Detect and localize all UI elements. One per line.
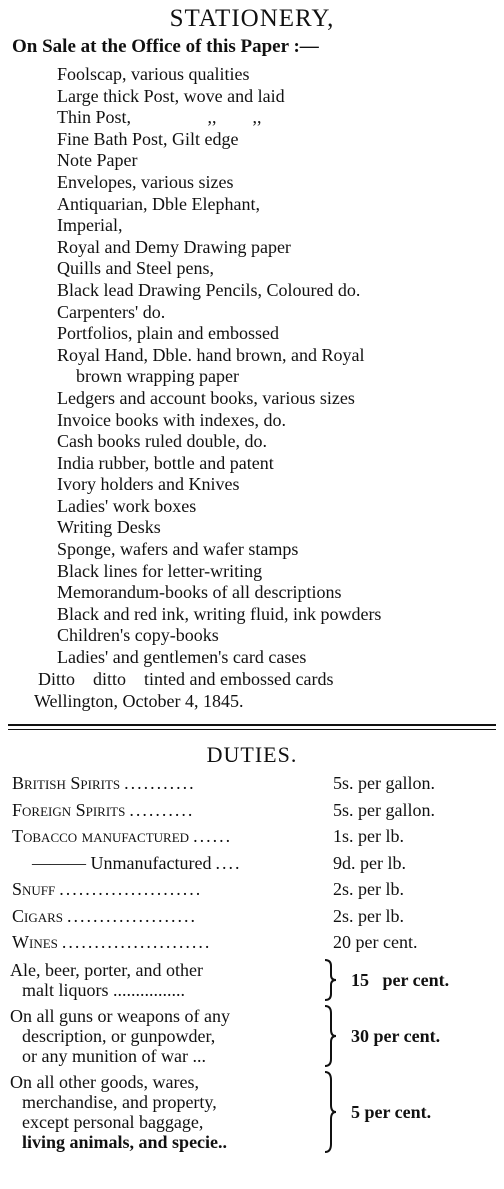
duty-rate: 2s. per lb. bbox=[333, 905, 404, 926]
list-item: Quills and Steel pens, bbox=[57, 258, 214, 279]
list-item: Thin Post, ,, ,, bbox=[57, 107, 262, 128]
list-item-continuation: brown wrapping paper bbox=[76, 366, 239, 387]
list-item: Royal Hand, Dble. hand brown, and Royal bbox=[57, 344, 365, 365]
duty-group bbox=[0, 1004, 504, 1068]
leader-dots: ....................... bbox=[61, 932, 212, 953]
list-item: Fine Bath Post, Gilt edge bbox=[57, 128, 239, 149]
duty-name: Cigars bbox=[12, 905, 64, 926]
list-item: Ladies' work boxes bbox=[57, 495, 197, 516]
section-divider bbox=[0, 712, 504, 730]
double-rule bbox=[8, 724, 496, 730]
leader-dots: ........... bbox=[124, 773, 196, 794]
duty-group-line: malt liquors ................ bbox=[22, 979, 185, 1000]
duty-group-line: merchandise, and property, bbox=[22, 1091, 217, 1112]
duty-group-rate: 30 per cent. bbox=[351, 1025, 441, 1046]
list-item: Memorandum-books of all descriptions bbox=[57, 582, 342, 603]
duty-row bbox=[0, 929, 504, 956]
duty-rate: 1s. per lb. bbox=[333, 826, 404, 847]
list-item: Large thick Post, wove and laid bbox=[57, 85, 285, 106]
duty-group-rate: 5 per cent. bbox=[351, 1101, 432, 1122]
duty-name: Snuff bbox=[12, 879, 56, 900]
list-item: Carpenters' do. bbox=[57, 301, 166, 322]
duty-rate: 20 per cent. bbox=[333, 932, 418, 953]
duty-group-text bbox=[10, 960, 323, 1000]
duty-row bbox=[0, 823, 504, 850]
list-item: Portfolios, plain and embossed bbox=[57, 323, 279, 344]
stationery-list bbox=[0, 64, 504, 690]
duty-row bbox=[0, 876, 504, 903]
duty-group-text bbox=[10, 1072, 323, 1152]
duties-table bbox=[0, 770, 504, 1154]
leader-dots: ...... bbox=[193, 826, 233, 847]
list-item: Foolscap, various qualities bbox=[57, 64, 250, 84]
duty-row bbox=[0, 797, 504, 824]
duties-title: DUTIES. bbox=[206, 742, 298, 768]
leader-dots: ...................... bbox=[59, 879, 203, 900]
duty-name: ——— Unmanufactured bbox=[32, 852, 212, 873]
list-item: Sponge, wafers and wafer stamps bbox=[57, 539, 299, 560]
duty-row bbox=[0, 850, 504, 877]
list-item: Ledgers and account books, various sizes bbox=[57, 387, 355, 408]
duty-rate: 2s. per lb. bbox=[333, 879, 404, 900]
leader-dots: .......... bbox=[129, 799, 195, 820]
duty-group-line: living animals, and specie.. bbox=[22, 1131, 228, 1152]
leader-dots: .... bbox=[215, 852, 242, 873]
list-item: Imperial, bbox=[57, 215, 123, 236]
duty-group-rate: 15 per cent. bbox=[351, 969, 450, 990]
dateline: Wellington, October 4, 1845. bbox=[34, 691, 244, 712]
leader-dots: .................... bbox=[67, 905, 198, 926]
list-item: Royal and Demy Drawing paper bbox=[57, 236, 291, 257]
brace-icon bbox=[323, 1070, 337, 1154]
duty-name: British Spirits bbox=[12, 773, 121, 794]
duty-group-line: or any munition of war ... bbox=[22, 1045, 206, 1066]
duty-group-line: except personal baggage, bbox=[22, 1111, 204, 1132]
brace-icon bbox=[323, 1004, 337, 1068]
list-item: Ditto ditto tinted and embossed cards bbox=[38, 668, 334, 689]
list-item: Invoice books with indexes, do. bbox=[57, 409, 286, 430]
duty-group-line: Ale, beer, porter, and other bbox=[10, 959, 203, 980]
list-item: Note Paper bbox=[57, 150, 138, 171]
duty-name: Tobacco manufactured bbox=[12, 826, 190, 847]
list-item: Black lines for letter-writing bbox=[57, 560, 263, 581]
duty-row bbox=[0, 903, 504, 930]
list-item: Ladies' and gentlemen's card cases bbox=[57, 647, 307, 668]
list-item: Children's copy-books bbox=[57, 625, 219, 646]
duty-row bbox=[0, 770, 504, 797]
duty-group-line: On all other goods, wares, bbox=[10, 1071, 199, 1092]
duty-name: Wines bbox=[12, 932, 58, 953]
duty-rate: 5s. per gallon. bbox=[333, 773, 435, 794]
stationery-title: STATIONERY, bbox=[169, 5, 335, 32]
list-item: India rubber, bottle and patent bbox=[57, 452, 274, 473]
duty-group-line: On all guns or weapons of any bbox=[10, 1005, 230, 1026]
list-item: Black and red ink, writing fluid, ink powders bbox=[57, 603, 382, 624]
list-item: Writing Desks bbox=[57, 517, 161, 538]
duty-group-text bbox=[10, 1006, 323, 1066]
list-item: Antiquarian, Dble Elephant, bbox=[57, 193, 260, 214]
duty-rate: 9d. per lb. bbox=[333, 852, 406, 873]
duty-name: Foreign Spirits bbox=[12, 799, 126, 820]
list-item: Cash books ruled double, do. bbox=[57, 431, 267, 452]
duty-rate: 5s. per gallon. bbox=[333, 799, 435, 820]
stationery-subtitle: On Sale at the Office of this Paper :— bbox=[12, 36, 319, 57]
duty-group bbox=[0, 1070, 504, 1154]
list-item: Ivory holders and Knives bbox=[57, 474, 240, 495]
duty-group-line: description, or gunpowder, bbox=[22, 1025, 216, 1046]
list-item: Envelopes, various sizes bbox=[57, 171, 234, 192]
duty-group bbox=[0, 958, 504, 1002]
brace-icon bbox=[323, 958, 337, 1002]
list-item: Black lead Drawing Pencils, Coloured do. bbox=[57, 279, 361, 300]
